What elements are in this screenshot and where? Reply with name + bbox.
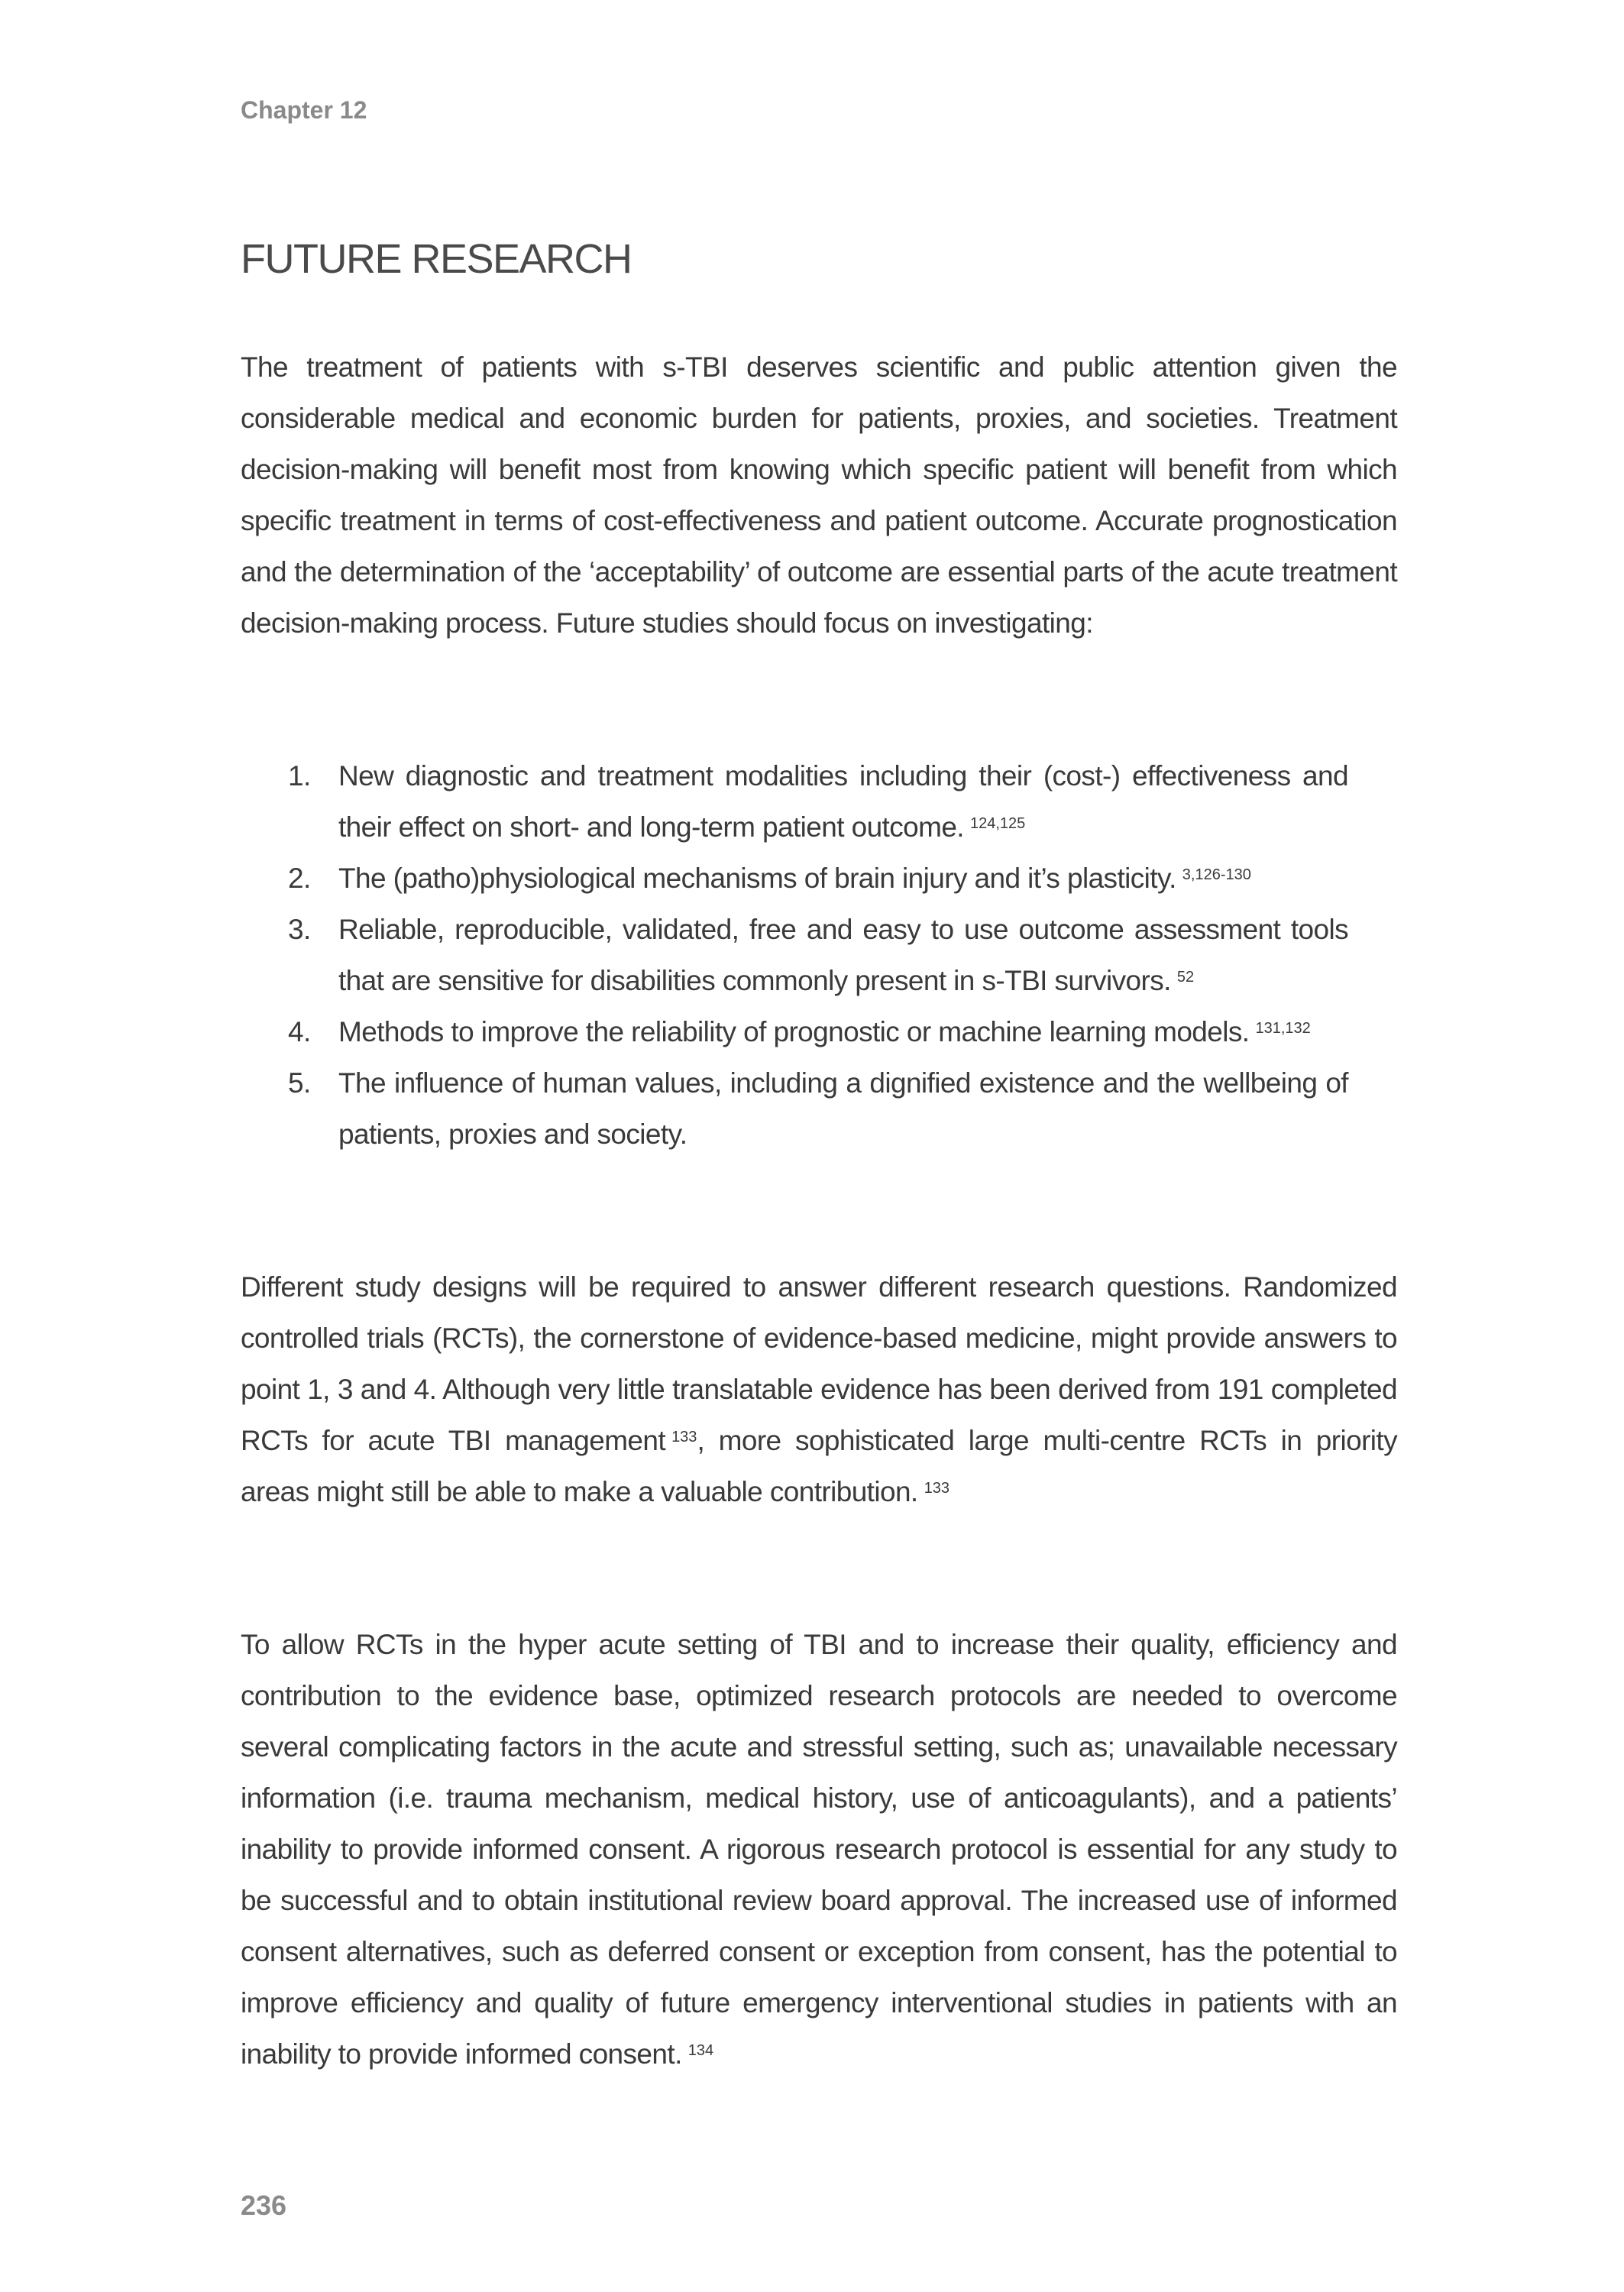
chapter-label: Chapter 12 [241, 96, 367, 124]
list-number: 1. [288, 760, 311, 792]
list-item [241, 853, 1348, 904]
intro-paragraph: The treatment of patients with s-TBI deserves scientific and public attention given the considerable medical and economic burden for patients, proxies, and societies. Treatment decision-making will benefit most from knowing which specific patient will benefit from which specific treatment in terms of cost-effectiveness and patient outcome. Accurate prognostication and the determination of the ‘acceptability’ of outcome are essential parts of the acute treatment decision-making process. Future studies should focus on investigating: [241, 351, 1397, 639]
paragraph-text: To allow RCTs in the hyper acute setting of TBI and to increase their quality, efficiency and contribution to the evidence base, optimized research protocols are needed to overcome several complicating factors in the acute and stressful setting, such as; unavailable necessary information (i.e. trauma mechanism, medical history, use of anticoagulants), and a patients’ inability to provide informed consent. A rigorous research protocol is essential for any study to be successful and to obtain institutional review board approval. The increased use of informed consent alternatives, such as deferred consent or exception from consent, has the potential to improve efficiency and quality of future emergency interventional studies in patients with an inability to provide informed consent. [241, 1629, 1397, 2070]
list-number: 2. [288, 863, 311, 894]
paragraph-text: Different study designs will be required to answer different research questions. Randomized controlled trials (RCTs), the cornerstone of evidence-based medicine, might provide answers to point 1, 3 and 4. Although very little translatable evidence has been derived from 191 completed RCTs for acute TBI management [241, 1271, 1397, 1456]
citation: 133 [671, 1429, 697, 1445]
section-heading: FUTURE RESEARCH [241, 236, 632, 282]
citation: 133 [924, 1480, 949, 1497]
list-text: The (patho)physiological mechanisms of brain injury and it’s plasticity. [338, 863, 1176, 894]
paragraph-text: , more sophisticated large multi-centre RCTs in priority areas might still be able to make a valuable contribution. [241, 1425, 1397, 1507]
list-item [241, 1057, 1348, 1160]
list-text: New diagnostic and treatment modalities including their (cost-) effectiveness and their effect on short- and long-term patient outcome. [338, 760, 1348, 843]
list-text: The influence of human values, including a dignified existence and the wellbeing of patients, proxies and society. [338, 1067, 1348, 1150]
list-text: Methods to improve the reliability of prognostic or machine learning models. [338, 1016, 1250, 1047]
study-design-paragraph [241, 1261, 1397, 1517]
list-number: 3. [288, 914, 311, 945]
citation: 131,132 [1255, 1020, 1311, 1037]
rct-protocol-paragraph [241, 1619, 1397, 2080]
list-number: 5. [288, 1067, 311, 1099]
citation: 3,126-130 [1182, 866, 1251, 883]
list-number: 4. [288, 1016, 311, 1047]
list-item [241, 904, 1348, 1006]
list-item [241, 750, 1348, 853]
citation: 134 [687, 2042, 714, 2059]
citation: 52 [1176, 969, 1195, 986]
citation: 124,125 [969, 815, 1026, 832]
list-item [241, 1006, 1348, 1057]
list-text: Reliable, reproducible, validated, free and easy to use outcome assessment tools that are sensitive for disabilities commonly present in s-TBI survivors. [338, 914, 1348, 996]
research-list [241, 750, 1348, 1160]
page-number: 236 [241, 2190, 287, 2221]
